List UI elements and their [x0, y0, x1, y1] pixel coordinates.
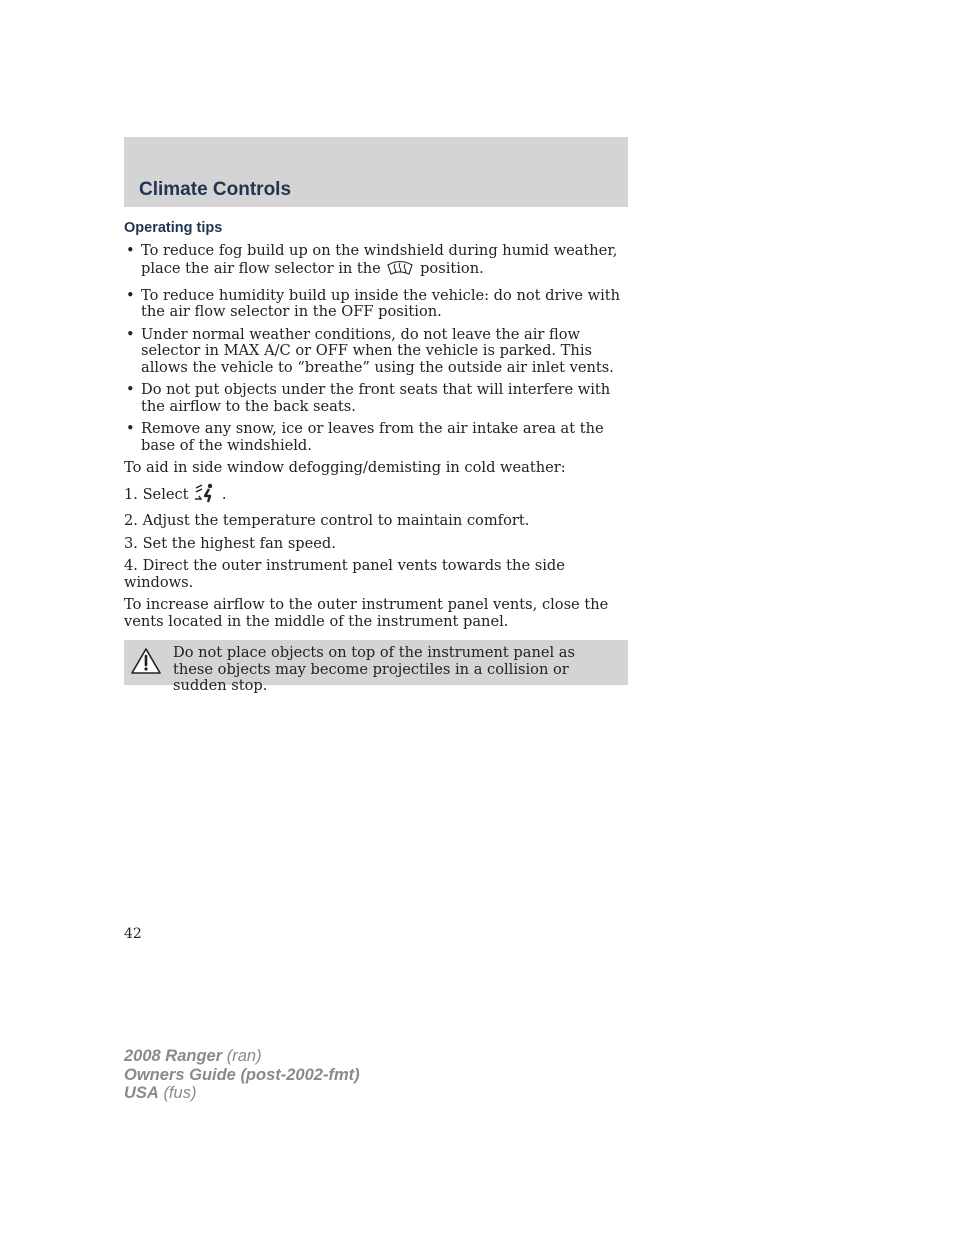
list-item: 2. Adjust the temperature control to maintain comfort.: [124, 512, 530, 529]
footer-line-3: [124, 1084, 360, 1103]
tip-text: To reduce fog build up on the windshield during humid weather, place the air flow selector in the: [141, 241, 618, 277]
floor-defrost-icon: [193, 483, 217, 508]
page-title: Climate Controls: [139, 179, 292, 200]
footer-market-code: (fus): [163, 1084, 197, 1102]
footer-market: USA: [124, 1084, 159, 1102]
footer-guide: Owners Guide (post-2002-fmt): [124, 1065, 360, 1084]
tips-list: [124, 243, 628, 455]
section-header-band: [124, 137, 628, 207]
list-item: [124, 243, 628, 282]
airflow-note: To increase airflow to the outer instrument panel vents, close the vents located in the middle of the instrument panel.: [124, 596, 609, 630]
footer-line-2: [124, 1066, 360, 1085]
list-item: [124, 483, 628, 508]
section-heading: Operating tips: [124, 220, 223, 236]
footer-model-code: (ran): [226, 1047, 262, 1065]
warning-triangle-icon: [130, 647, 162, 680]
defrost-icon: [385, 259, 415, 282]
warning-box: [124, 640, 628, 694]
warning-text: Do not place objects on top of the instrument panel as these objects may become projectiles in a collision or sudden stop.: [173, 644, 575, 694]
footer-line-1: [124, 1047, 360, 1066]
list-item: 3. Set the highest fan speed.: [124, 534, 336, 552]
footer-doc-info: [124, 1047, 360, 1103]
steps-list: [124, 483, 628, 592]
step-text: 1. Select: [124, 485, 189, 503]
list-item: 4. Direct the outer instrument panel vents towards the side windows.: [124, 557, 565, 591]
main-content: [124, 220, 628, 694]
list-item: • Do not put objects under the front seats that will interfere with the airflow to the back seats.: [124, 382, 628, 415]
list-item: • Remove any snow, ice or leaves from the air intake area at the base of the windshield.: [124, 421, 628, 454]
page-number: 42: [124, 926, 142, 942]
footer-model: 2008 Ranger: [124, 1047, 223, 1065]
defog-intro: To aid in side window defogging/demisting in cold weather:: [124, 459, 566, 476]
list-item: • Under normal weather conditions, do not leave the air flow selector in MAX A/C or OFF when the vehicle is parked. This allows the vehicle to “breathe” using the outside air inlet vents.: [124, 327, 628, 377]
step-text: .: [221, 485, 227, 503]
list-item: • To reduce humidity build up inside the vehicle: do not drive with the air flow selector in the OFF position.: [124, 288, 628, 321]
tip-text: position.: [420, 260, 484, 277]
